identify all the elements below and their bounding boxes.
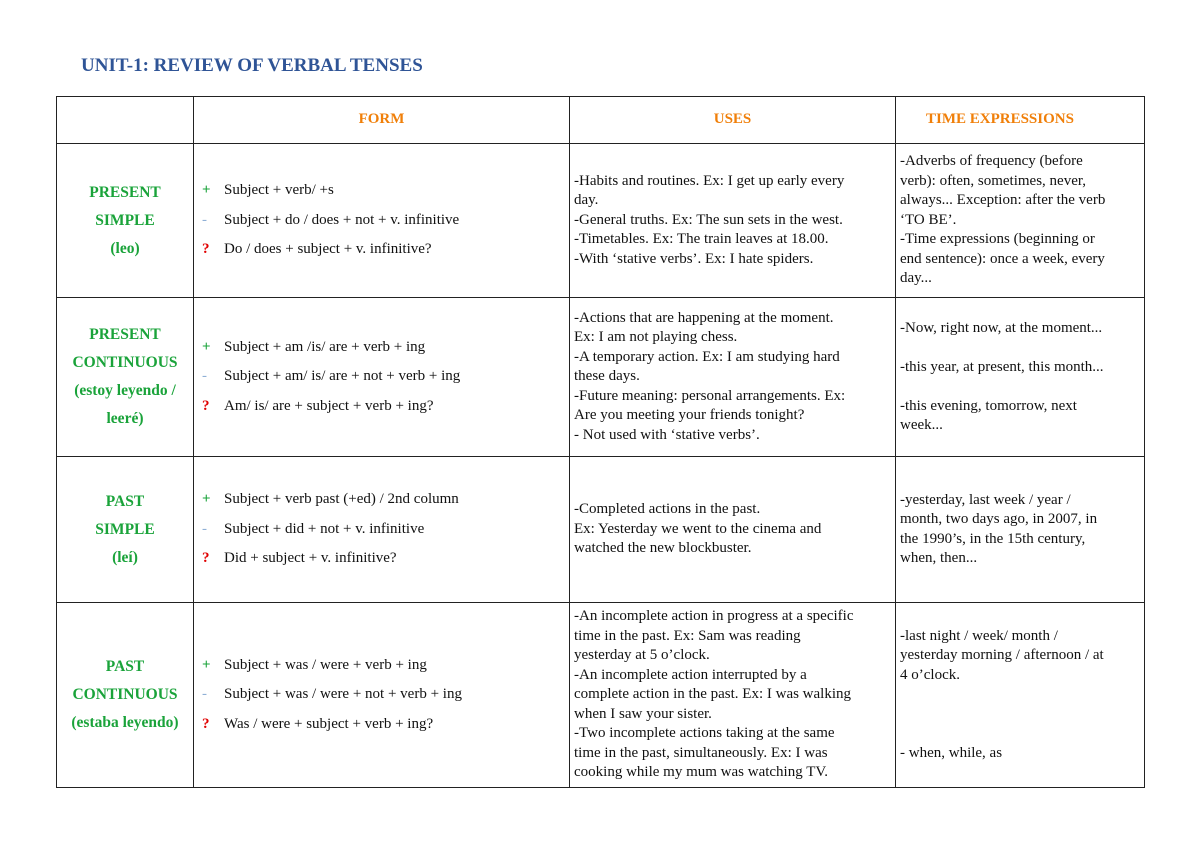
time-line: -Adverbs of frequency (before [900,153,1083,170]
time-line: -Time expressions (beginning or [900,231,1095,248]
tenses-table [56,96,1145,788]
uses-line: -Completed actions in the past. [574,501,761,518]
uses-cell [570,603,896,788]
time-line: day... [900,270,932,287]
tense-name-line: PRESENT [89,183,161,201]
tense-name-line: PRESENT [89,326,161,343]
uses-line: these days. [574,368,640,385]
blank-line [900,705,1140,725]
tense-name-line: (estoy leyendo / [74,382,176,399]
form-text: Subject + verb past (+ed) / 2nd column [224,491,459,508]
tense-cell [57,603,194,788]
blank-line [900,338,1140,358]
time-line: always... Exception: after the verb [900,192,1106,209]
uses-line: Ex: Yesterday we went to the cinema and [574,520,822,537]
header-uses: USES [570,97,896,144]
uses-line: watched the new blockbuster. [574,540,752,557]
form-line [202,338,565,358]
tense-name-line: PAST [105,658,145,675]
uses-line: -An incomplete action in progress at a specific [574,608,854,625]
question-symbol: ? [202,550,210,567]
negative-symbol: - [202,520,207,537]
tense-cell [57,144,194,298]
table-row [57,457,1145,603]
question-symbol: ? [202,241,210,258]
form-line [202,685,565,705]
form-text: Do / does + subject + v. infinitive? [224,241,432,258]
question-symbol: ? [202,715,210,732]
time-line: yesterday morning / afternoon / at [900,647,1104,664]
form-cell [194,298,570,457]
time-cell [896,457,1145,603]
form-line [202,656,565,676]
form-line [202,520,565,540]
form-line [202,397,565,417]
form-line [202,549,565,569]
tense-name-line: SIMPLE [95,211,155,229]
time-cell [896,603,1145,788]
form-line [202,181,565,201]
uses-line: Are you meeting your friends tonight? [574,407,805,424]
form-text: Subject + am /is/ are + verb + ing [224,338,426,355]
uses-cell [570,144,896,298]
form-line [202,240,565,260]
time-line: -Now, right now, at the moment... [900,319,1103,336]
page-title: UNIT-1: REVIEW OF VERBAL TENSES [81,55,423,76]
negative-symbol: - [202,211,207,228]
time-line: -last night / week/ month / [900,627,1058,644]
uses-cell [570,457,896,603]
tense-name-line: (estaba leyendo) [71,714,179,731]
uses-line: Ex: I am not playing chess. [574,329,738,346]
affirmative-symbol: + [202,182,211,199]
header-time-expressions: TIME EXPRESSIONS [896,97,1145,144]
uses-line: day. [574,192,599,209]
uses-line: -Habits and routines. Ex: I get up early every [574,172,845,189]
tense-name-line: SIMPLE [95,520,155,538]
blank-line [900,685,1140,705]
form-text: Subject + do / does + not + v. infinitive [224,211,460,228]
tense-name-line: PAST [105,492,145,510]
time-line: ‘TO BE’. [900,211,957,228]
uses-line: -A temporary action. Ex: I am studying hard [574,348,840,365]
table-row [57,144,1145,298]
uses-line: - Not used with ‘stative verbs’. [574,426,760,443]
form-text: Subject + am/ is/ are + not + verb + ing [224,368,461,385]
header-row [57,97,1145,144]
tense-name-line: leeré) [106,410,144,427]
header-form: FORM [194,97,570,144]
uses-line: -Future meaning: personal arrangements. Ex: [574,387,846,404]
blank-line [900,377,1140,397]
time-line: the 1990’s, in the 15th century, [900,530,1086,547]
time-line: -yesterday, last week / year / [900,491,1071,508]
negative-symbol: - [202,368,207,385]
time-cell [896,144,1145,298]
form-cell [194,144,570,298]
negative-symbol: - [202,686,207,703]
uses-line: -Timetables. Ex: The train leaves at 18.00. [574,231,829,248]
uses-line: cooking while my mum was watching TV. [574,764,829,781]
affirmative-symbol: + [202,656,211,673]
tense-name-line: (leí) [112,548,138,566]
time-line: -this year, at present, this month... [900,358,1104,375]
uses-line: -Actions that are happening at the moment. [574,309,834,326]
time-line: verb): often, sometimes, never, [900,172,1087,189]
uses-cell [570,298,896,457]
uses-line: -An incomplete action interrupted by a [574,666,807,683]
header-empty [57,97,194,144]
uses-line: time in the past. Ex: Sam was reading [574,627,801,644]
time-line: month, two days ago, in 2007, in [900,511,1098,527]
time-line: 4 o’clock. [900,666,960,683]
form-text: Was / were + subject + verb + ing? [224,715,434,732]
uses-line: yesterday at 5 o’clock. [574,647,710,664]
form-cell [194,603,570,788]
time-line: week... [900,417,943,433]
uses-line: time in the past, simultaneously. Ex: I was [574,744,828,761]
form-line [202,715,565,735]
affirmative-symbol: + [202,491,211,508]
tense-cell [57,457,194,603]
time-line: end sentence): once a week, every [900,250,1105,267]
uses-line: -With ‘stative verbs’. Ex: I hate spiders. [574,250,814,267]
blank-line [900,724,1140,744]
time-line: -this evening, tomorrow, next [900,397,1077,414]
tense-cell [57,298,194,457]
table-row [57,298,1145,457]
uses-line: when I saw your sister. [574,705,712,722]
form-cell [194,457,570,603]
form-text: Did + subject + v. infinitive? [224,550,397,567]
form-text: Subject + was / were + verb + ing [224,656,427,673]
time-cell [896,298,1145,457]
time-line: when, then... [900,550,978,566]
time-line: - when, while, as [900,744,1003,761]
tense-name-line: (leo) [110,239,140,257]
uses-line: -General truths. Ex: The sun sets in the west. [574,211,843,228]
form-line [202,367,565,387]
form-text: Subject + did + not + v. infinitive [224,520,425,537]
question-symbol: ? [202,397,210,414]
form-line [202,211,565,231]
uses-line: -Two incomplete actions taking at the same [574,725,835,742]
uses-line: complete action in the past. Ex: I was walking [574,686,852,703]
form-text: Subject + was / were + not + verb + ing [224,686,462,703]
form-line [202,490,565,510]
affirmative-symbol: + [202,338,211,355]
form-text: Am/ is/ are + subject + verb + ing? [224,397,434,414]
form-text: Subject + verb/ +s [224,182,334,199]
table-row [57,603,1145,788]
tense-name-line: CONTINUOUS [72,354,178,371]
tense-name-line: CONTINUOUS [72,686,178,703]
